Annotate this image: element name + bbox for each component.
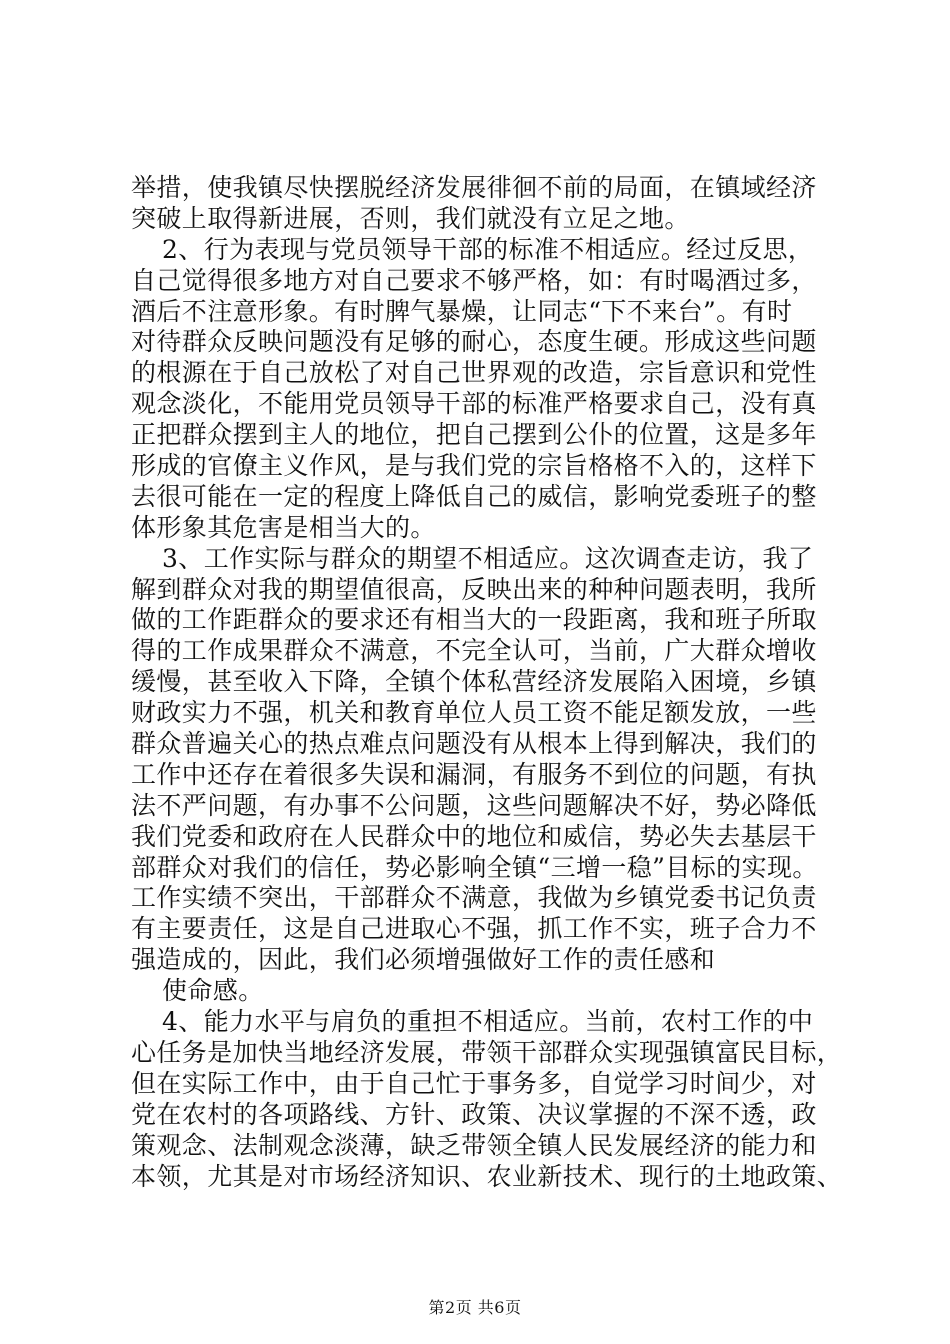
text-line: 群众普遍关心的热点难点问题没有从根本上得到解决，我们的 <box>131 729 817 759</box>
text-line: 财政实力不强，机关和教育单位人员工资不能足额发放，一些 <box>131 698 817 728</box>
text-line: 举措，使我镇尽快摆脱经济发展徘徊不前的局面，在镇域经济 <box>131 173 817 202</box>
text-line: 策观念、法制观念淡薄，缺乏带领全镇人民发展经济的能力和 <box>131 1130 817 1160</box>
text-line: 自己觉得很多地方对自己要求不够严格，如：有时喝酒过多， <box>131 265 817 295</box>
text-line: 2、行为表现与党员领导干部的标准不相适应。经过反思， <box>162 234 814 264</box>
text-line: 工作中还存在着很多失误和漏洞，有服务不到位的问题，有执 <box>131 759 817 789</box>
text-line: 但在实际工作中，由于自己忙于事务多，自觉学习时间少，对 <box>131 1068 817 1098</box>
text-line: 对待群众反映问题没有足够的耐心，态度生硬。形成这些问题 <box>131 327 817 357</box>
text-line: 有主要责任，这是自己进取心不强，抓工作不实，班子合力不 <box>131 914 817 944</box>
text-line: 4、能力水平与肩负的重担不相适应。当前，农村工作的中 <box>162 1007 814 1037</box>
text-line: 使命感。 <box>162 976 264 1006</box>
text-line: 心任务是加快当地经济发展，带领干部群众实现强镇富民目标， <box>131 1037 843 1067</box>
text-line: 法不严问题，有办事不公问题，这些问题解决不好，势必降低 <box>131 790 817 820</box>
text-line: 解到群众对我的期望值很高，反映出来的种种问题表明，我所 <box>131 574 817 604</box>
text-line: 正把群众摆到主人的地位，把自己摆到公仆的位置，这是多年 <box>131 420 817 450</box>
text-line: 形成的官僚主义作风，是与我们党的宗旨格格不入的，这样下 <box>131 451 817 481</box>
text-line: 突破上取得新进展，否则，我们就没有立足之地。 <box>131 203 690 233</box>
text-line: 缓慢，甚至收入下降，全镇个体私营经济发展陷入困境，乡镇 <box>131 667 817 697</box>
document-body <box>131 173 843 1192</box>
text-line: 党在农村的各项路线、方针、政策、决议掌握的不深不透，政 <box>131 1099 817 1129</box>
text-line: 去很可能在一定的程度上降低自己的威信，影响党委班子的整 <box>131 481 817 511</box>
page-footer: 第2页 共6页 <box>428 1298 522 1317</box>
text-line: 工作实绩不突出，干部群众不满意，我做为乡镇党委书记负责 <box>131 883 817 913</box>
text-line: 做的工作距群众的要求还有相当大的一段距离，我和班子所取 <box>131 605 817 635</box>
text-line: 部群众对我们的信任，势必影响全镇“三增一稳”目标的实现。 <box>131 852 818 882</box>
text-line: 我们党委和政府在人民群众中的地位和威信，势必失去基层干 <box>131 821 817 851</box>
text-line: 强造成的，因此，我们必须增强做好工作的责任感和 <box>131 945 716 975</box>
text-line: 酒后不注意形象。有时脾气暴燥，让同志“下不来台”。有时 <box>131 296 793 326</box>
text-line: 的根源在于自己放松了对自己世界观的改造，宗旨意识和党性 <box>131 358 817 388</box>
text-line: 3、工作实际与群众的期望不相适应。这次调查走访，我了 <box>162 543 814 573</box>
text-line: 观念淡化，不能用党员领导干部的标准严格要求自己，没有真 <box>131 389 817 419</box>
text-line: 得的工作成果群众不满意，不完全认可，当前，广大群众增收 <box>131 636 817 666</box>
text-line: 体形象其危害是相当大的。 <box>131 512 436 542</box>
text-line: 本领，尤其是对市场经济知识、农业新技术、现行的土地政策、 <box>131 1161 843 1191</box>
